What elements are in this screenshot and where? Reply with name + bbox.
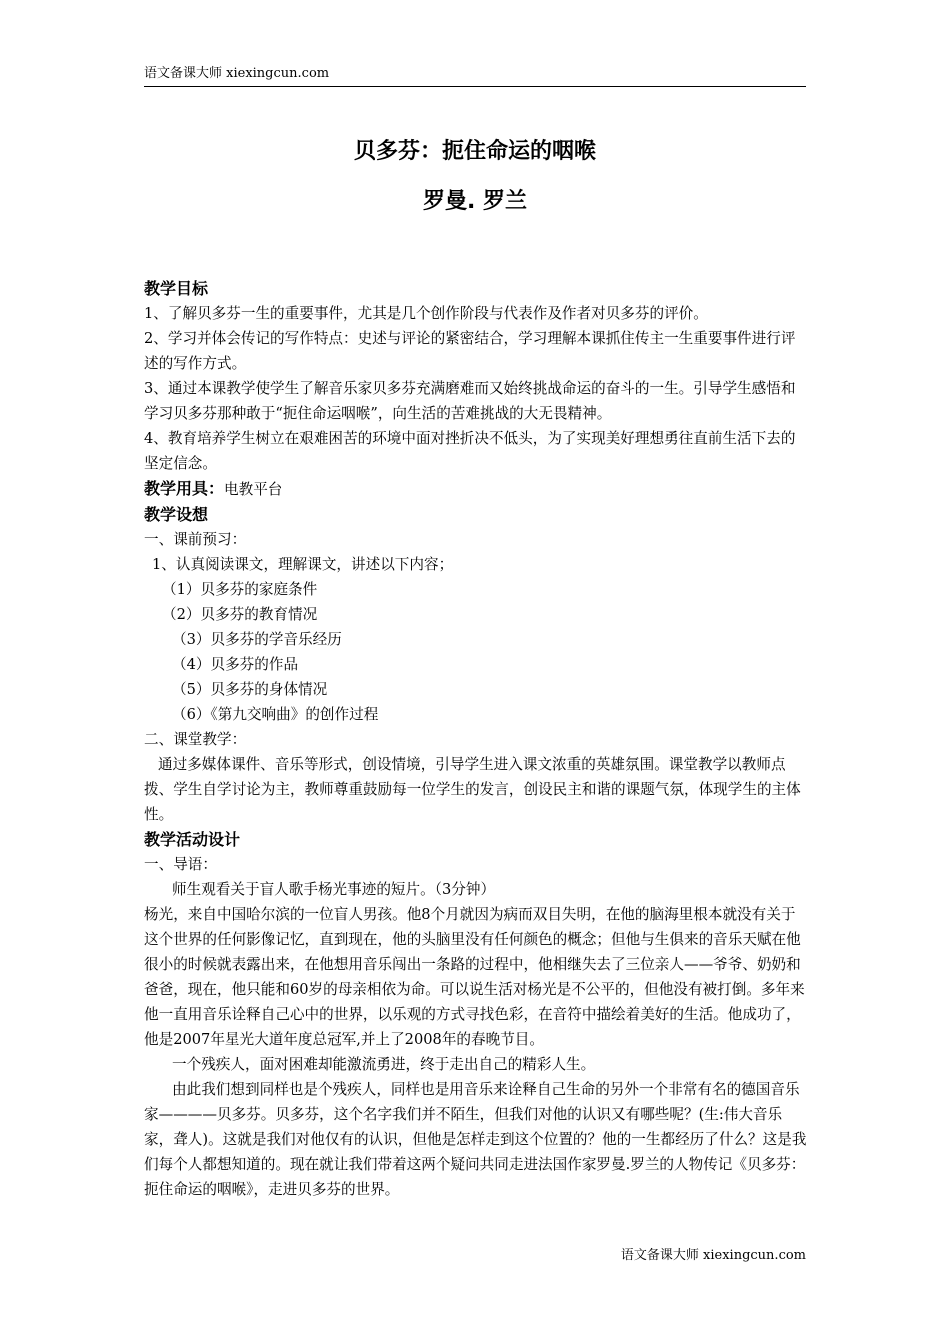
goals-heading: 教学目标 bbox=[144, 279, 209, 298]
summary-line: 一个残疾人，面对困难却能激流勇进，终于走出自己的精彩人生。 bbox=[172, 1056, 596, 1073]
page-footer: 语文备课大师 xiexingcun.com bbox=[620, 1248, 806, 1263]
preview-task: 1、认真阅读课文，理解课文，讲述以下内容； bbox=[152, 556, 454, 573]
goal-item: 3、通过本课教学使学生了解音乐家贝多芬充满磨难而又始终挑战命运的奋斗的一生。引导学生感悟和学习贝多芬那种敢于“扼住命运咽喉”，向生活的苦难挑战的大无畏精神。 bbox=[144, 380, 796, 422]
preview-item: （6）《第九交响曲》的创作过程 bbox=[172, 706, 379, 723]
preview-item: （1）贝多芬的家庭条件 bbox=[162, 581, 318, 598]
design-heading: 教学设想 bbox=[144, 505, 209, 524]
class-text: 通过多媒体课件、音乐等形式，创设情境，引导学生进入课文浓重的英雄氛围。课堂教学以教师点拨、学生自学讨论为主，教师尊重鼓励每一位学生的发言，创设民主和谐的课题气氛，体现学生的主体性。 bbox=[144, 756, 801, 823]
page-header: 语文备课大师 xiexingcun.com bbox=[144, 64, 806, 87]
preview-item: （5）贝多芬的身体情况 bbox=[172, 681, 328, 698]
tools-line bbox=[144, 476, 808, 502]
goal-item: 1、了解贝多芬一生的重要事件，尤其是几个创作阶段与代表作及作者对贝多芬的评价。 bbox=[144, 305, 708, 322]
preview-item: （3）贝多芬的学音乐经历 bbox=[172, 631, 342, 648]
preview-title: 一、课前预习： bbox=[144, 531, 247, 548]
story-paragraph: 杨光，来自中国哈尔滨的一位盲人男孩。他8个月就因为病而双目失明，在他的脑海里根本就没有关于这个世界的任何影像记忆，直到现在，他的头脑里没有任何颜色的概念；但他与生俱来的音乐天赋在他很小的时候就表露出来，在他想用音乐闯出一条路的过程中，他相继失去了三位亲人——爷爷、奶奶和爸爸，现在，他只能和60岁的母亲相依为命。可以说生活对杨光是不公平的，但他没有被打倒。多年来他一直用音乐诠释自己心中的世界，以乐观的方式寻找色彩，在音符中描绘着美好的生活。他成功了，他是2007年星光大道年度总冠军,并上了2008年的春晚节目。 bbox=[144, 906, 805, 1048]
tools-value: 电教平台 bbox=[224, 481, 283, 498]
preview-item: （2）贝多芬的教育情况 bbox=[162, 606, 318, 623]
goal-item: 2、学习并体会传记的写作特点：史述与评论的紧密结合，学习理解本课抓住传主一生重要事件进行评述的写作方式。 bbox=[144, 330, 796, 372]
goal-item: 4、教育培养学生树立在艰难困苦的环境中面对挫折决不低头，为了实现美好理想勇往直前生活下去的坚定信念。 bbox=[144, 430, 796, 472]
intro-title: 一、导语： bbox=[144, 856, 217, 873]
class-title: 二、课堂教学： bbox=[144, 731, 247, 748]
activity-heading: 教学活动设计 bbox=[144, 830, 241, 849]
preview-item: （4）贝多芬的作品 bbox=[172, 656, 299, 673]
transition-paragraph: 由此我们想到同样也是个残疾人，同样也是用音乐来诠释自己生命的另外一个非常有名的德国音乐家————贝多芬。贝多芬，这个名字我们并不陌生，但我们对他的认识又有哪些呢？(生:伟大音乐家，聋人)。这就是我们对他仅有的认识，但他是怎样走到这个位置的？他的一生都经历了什么？这是我们每个人都想知道的。现在就让我们带着这两个疑问共同走进法国作家罗曼.罗兰的人物传记《贝多芬：扼住命运的咽喉》，走进贝多芬的世界。 bbox=[144, 1081, 807, 1198]
tools-heading: 教学用具： bbox=[144, 479, 225, 498]
video-line: 师生观看关于盲人歌手杨光事迹的短片。（3分钟） bbox=[172, 881, 496, 898]
document-body bbox=[144, 276, 808, 1202]
document-title: 贝多芬：扼住命运的咽喉 bbox=[353, 139, 596, 164]
document-author: 罗曼. 罗兰 bbox=[422, 189, 528, 214]
